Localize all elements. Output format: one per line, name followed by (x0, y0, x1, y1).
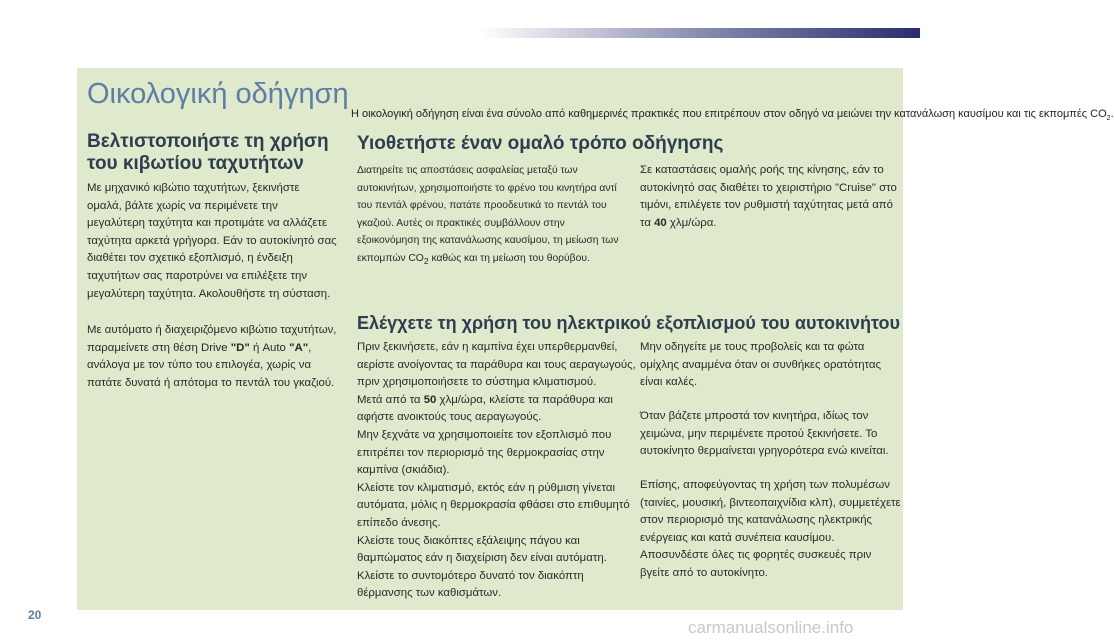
header-gradient-bar (480, 28, 920, 38)
multimedia-paragraph: Επίσης, αποφεύγοντας τη χρήση των πολυμέσων (ταινίες, μουσική, βιντεοπαιχνίδια κλπ), συμμετέχετε στον περιορισμό της κατανάλωσης ηλεκτρικής ενέργειας και κατά συνέπεια καυσίμου. Αποσυνδέστε όλες τις φορητές συσκευές πριν βγείτε από το αυτοκίνητο. (640, 479, 901, 579)
gearbox-heading: Βελτιστοποιήστε τη χρήση του κιβωτίου ταχυτήτων (87, 131, 329, 174)
electrical-heading: Ελέγχετε τη χρήση του ηλεκτρικού εξοπλισμού του αυτοκινήτου (357, 313, 901, 333)
gearbox-manual-paragraph: Με μηχανικό κιβώτιο ταχυτήτων, ξεκινήστε ομαλά, βάλτε χωρίς να περιμένετε την μεγαλύτερη ταχύτητα και προτιμάτε να αλλάζετε ταχύτητα αρκετά γρήγορα. Εάν το αυτοκίνητό σας διαθέτει τον σχετικό εξοπλισμό, η ένδειξη ταχυτήτων σας παροτρύνει να επιλέξετε την μεγαλύτερη ταχύτητα. Ακολουθήστε τη σύσταση. (87, 182, 337, 300)
gearbox-automatic-paragraph: Με αυτόματο ή διαχειριζόμενο κιβώτιο ταχυτήτων, παραμείνετε στη θέση Drive "D" ή Auto "A", ανάλογα με τον τύπο του επιλογέα, χωρίς να πατάτε δυνατά ή απότομα το πεντάλ του γκαζιού. (87, 324, 337, 389)
page-title: Οικολογική οδήγηση (87, 78, 349, 110)
cruise-paragraph: Σε καταστάσεις ομαλής ροής της κίνησης, εάν το αυτοκίνητό σας διαθέτει το χειριστήριο "Cruise" στο τιμόνι, επιλέγετε τον ρυθμιστή ταχύτητας μετά από τα 40 χλμ/ώρα. (640, 164, 897, 229)
intro-text: Η οικολογική οδήγηση είναι ένα σύνολο από καθημερινές πρακτικές που επιτρέπουν στον οδηγό να μειώνει την κατανάλωση καυσίμου και τις εκπομπές $CO_2$. (351, 108, 1114, 123)
page-number: 20 (28, 608, 42, 622)
watermark: carmanualsonline.info (688, 618, 854, 637)
engine-start-paragraph: Όταν βάζετε μπροστά τον κινητήρα, ιδίως τον χειμώνα, μην περιμένετε προτού ξεκινήσετε. Το αυτοκίνητο θερμαίνεται γρηγορότερα ενώ κινείται. (640, 410, 889, 458)
lights-paragraph: Μην οδηγείτε με τους προβολείς και τα φώτα ομίχλης αναμμένα όταν οι συνθήκες ορατότητας είναι καλές. (640, 341, 881, 389)
climate-paragraph: Πριν ξεκινήσετε, εάν η καμπίνα έχει υπερθερμανθεί, αερίστε ανοίγοντας τα παράθυρα και τους αεραγωγούς, πριν χρησιμοποιήσετε το σύστημα κλιματισμού. Μετά από τα 50 χλμ/ώρα, κλείστε τα παράθυρα και αφήστε ανοικτούς τους αεραγωγούς. Μην ξεχνάτε να χρησιμοποιείτε τον εξοπλισμό που επιτρέπει τον περιορισμό της θερμοκρασίας στην καμπίνα (σκιάδια). Κλείστε τον κλιματισμό, εκτός εάν η ρύθμιση γίνεται αυτόματα, μόλις η θερμοκρασία φθάσει στο επιθυμητό επίπεδο άνεσης. Κλείστε τους διακόπτες εξάλειψης πάγου και θαμπώματος εάν η διαχείριση δεν είναι αυτόματη. Κλείστε το συντομότερο δυνατό τον διακόπτη θέρμανσης των καθισμάτων. (357, 341, 636, 600)
smooth-driving-paragraph: Διατηρείτε τις αποστάσεις ασφαλείας μεταξύ των αυτοκινήτων, χρησιμοποιήστε το φρένο του κινητήρα αντί του πεντάλ φρένου, πατάτε προοδευτικά το πεντάλ του γκαζιού. Αυτές οι πρακτικές συμβάλλουν στην εξοικονόμηση της κατανάλωσης καυσίμου, τη μείωση των εκπομπών $CO_2$ καθώς και τη μείωση του θορύβου. (357, 165, 619, 267)
smooth-driving-heading: Υιοθετήστε έναν ομαλό τρόπο οδήγησης (357, 133, 724, 154)
